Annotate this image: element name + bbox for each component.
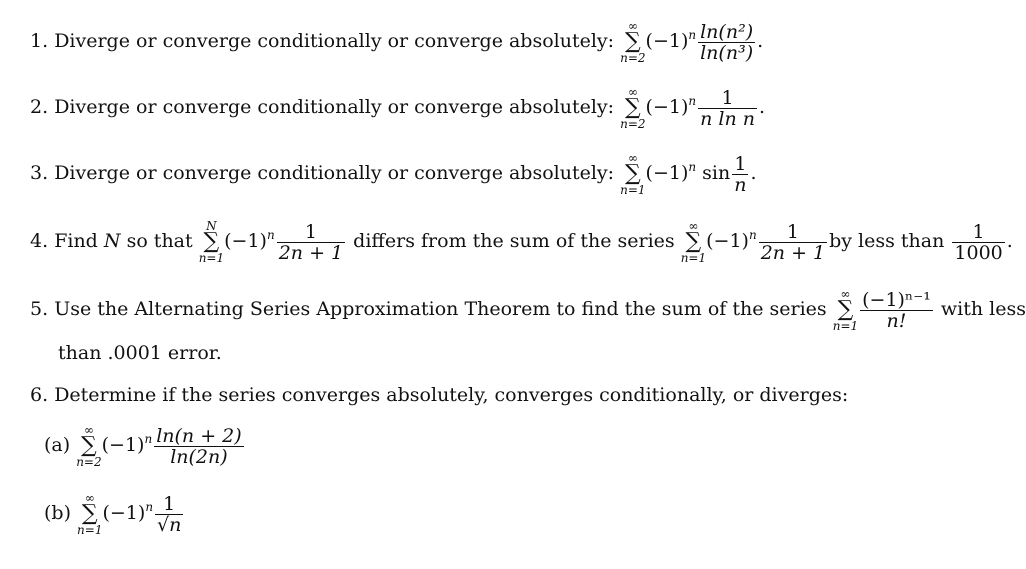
sigma-symbol: ∑ [624,95,641,120]
problem-5-continued: than .0001 error. [58,342,222,364]
sigma-symbol: ∑ [81,501,98,526]
problem-6 [30,384,848,406]
problem-6b: (b) ∞ ∑ n=1 $(-1)^n$ $\frac{1}{√n}$ [44,491,182,537]
summation: ∞ ∑ n=2 [620,19,646,65]
fraction: $\frac{\text{(−1)ⁿ⁻¹}}{n!}$ [862,288,931,332]
fraction: $\frac{1}{\text{n ln n}}$ [700,86,755,130]
problem-number: 1. [30,30,49,52]
summation: ∞ ∑ n=1 [832,287,859,333]
fraction: $\frac{1}{n}$ [734,152,747,196]
sigma-symbol: ∑ [837,297,854,322]
problem-text: Diverge or converge conditionally or converge absolutely: [54,162,615,184]
problem-text: Diverge or converge conditionally or converge absolutely: [54,96,615,118]
summation: N ∑ n=1 [198,219,225,265]
summation: ∞ ∑ n=1 [620,151,646,197]
part-label: (b) [44,502,71,524]
fraction: $\frac{1}{2n + 1}$ [760,220,826,264]
problem-1: 1. Diverge or converge conditionally or converge absolutely: ∞ ∑ n=2 $(-1)^n$ $\frac{\text{ln(n²)}}{\text{ln(n³)}}$ . [30,19,764,65]
fraction: $\frac{\ln(n + 2)}{\ln(2n)}$ [156,424,242,468]
problem-number: 4. [30,230,49,252]
problem-number: 6. [30,384,49,406]
summation: ∞ ∑ n=1 [77,491,103,537]
problem-text: Diverge or converge conditionally or converge absolutely: [54,30,615,52]
problem-4: 4. Find N so that N ∑ n=1 $(-1)^n$ $\frac{1}{2n + 1}$ differs from the sum of the series ∞ ∑ n=1 $(-1)^n$ $\frac{1}{2n + 1}$ by less than $\frac{1}{1000}$ . [30,219,1013,265]
fraction: $\frac{\text{ln(n²)}}{\text{ln(n³)}}$ [700,20,754,64]
sigma-symbol: ∑ [203,229,220,254]
problem-3: 3. Diverge or converge conditionally or converge absolutely: ∞ ∑ n=1 $(-1)^n$ sin $\frac{1}{n}$ . [30,151,757,197]
problem-2: 2. Diverge or converge conditionally or converge absolutely: ∞ ∑ n=2 $(-1)^n$ $\frac{1}{\text{n ln n}}$ . [30,85,766,131]
problem-6a: (a) ∞ ∑ n=2 $(-1)^n$ $\frac{\ln(n + 2)}{\ln(2n)}$ [44,423,242,469]
fraction: $\frac{1}{1000}$ [954,220,1003,264]
fraction: $\frac{1}{√n}$ [157,492,182,536]
summation: ∞ ∑ n=2 [76,423,102,469]
problem-number: 3. [30,162,49,184]
summation: ∞ ∑ n=2 [620,85,646,131]
summation: ∞ ∑ n=1 [680,219,707,265]
part-label: (a) [44,434,71,456]
sigma-symbol: ∑ [81,433,97,458]
problem-5: 5. Use the Alternating Series Approximation Theorem to find the sum of the series ∞ ∑ n=1 $\frac{\text{(−1)ⁿ⁻¹}}{n!}$ with less [30,287,1026,333]
problem-number: 2. [30,96,49,118]
sigma-symbol: ∑ [624,161,641,186]
sigma-symbol: ∑ [624,29,641,54]
problem-text: Use the Alternating Series Approximation Theorem to find the sum of the series [54,298,827,320]
problem-text: Determine if the series converges absolutely, converges conditionally, or diverges: [54,384,849,406]
sigma-symbol: ∑ [685,229,702,254]
problem-number: 5. [30,298,49,320]
fraction: $\frac{1}{2n + 1}$ [278,220,344,264]
